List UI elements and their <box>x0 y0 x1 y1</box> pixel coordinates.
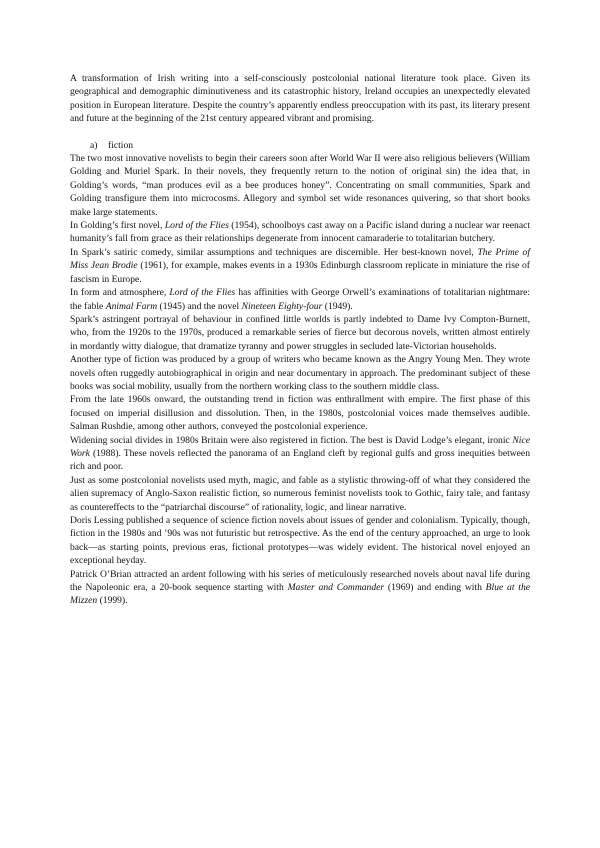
text-span: (1988). These novels reflected the panorama of an England cleft by regional gulfs and gross inequities between rich and poor. <box>70 447 530 473</box>
paragraph-doris-lessing: Doris Lessing published a sequence of science fiction novels about issues of gender and colonialism. Typically, though, fiction in the 1980s and ’90s was not futuristic but retrospective. As the end of the century approached, an urge to look back—as starting points, previous eras, fictional prototypes—was widely evident. The historical novel enjoyed an exceptional heyday. <box>70 515 530 567</box>
paragraph-innovative-novelists: The two most innovative novelists to begin their careers soon after World War II were also religious believers (William Golding and Muriel Spark. In their novels, they frequently return to the notion of original sin) the idea that, in Golding’s words, “man produces evil as a bee produces honey”. Concentrating on small communities, Spark and Golding transfigure them into microcosms. Allegory and symbol set wide resonances quivering, so that short books make large statements. <box>70 153 530 218</box>
paragraph-spark-satire <box>70 246 530 286</box>
book-title: Lord of the Flies <box>164 220 229 232</box>
intro-paragraph: A transformation of Irish writing into a self-consciously postcolonial national literature took place. Given its geographical and demographic diminutiveness and its catastrophic history, Ireland occupies an unexpectedly elevated position in European literature. Despite the country’s apparently endless preoccupation with its past, its literary present and future at the beginning of the 21st century appeared vibrant and promising. <box>70 73 530 125</box>
text-span: In form and atmosphere, <box>70 287 170 299</box>
book-title: Nice Work <box>70 434 530 459</box>
text-span: (1949). <box>322 300 353 312</box>
paragraph-social-divides <box>70 434 530 474</box>
text-span: (1999). <box>97 595 128 607</box>
book-title: Lord of the Flies <box>169 287 236 299</box>
text-span: Patrick O’Brian attracted an ardent following with his series of meticulously researched novels about naval life during the Napoleonic era, a 20-book sequence starting with <box>70 568 530 594</box>
text-span: (1961), for example, makes events in a 1930s Edinburgh classroom replicate in miniature the rise of fascism in Europe. <box>70 260 530 285</box>
text-span: (1945) and the novel <box>157 300 242 312</box>
paragraph-compton-burnett: Spark’s astringent portrayal of behaviour in confined little worlds is partly indebted to Dame Ivy Compton-Burnett, who, from the 1920s to the 1970s, produced a remarkable series of fierce but decorous novels, written almost entirely in mordantly witty dialogue, that dramatize tyranny and power struggles in secluded late-Victorian households. <box>70 313 530 352</box>
text-span: (1954), schoolboys cast away on a Pacific island during a nuclear war reenact humanity’s fall from grace as their relationships degenerate from innocent camaraderie to totalitarian butchery. <box>70 220 530 245</box>
section-number: a) <box>90 139 98 151</box>
paragraph-empire: From the late 1960s onward, the outstanding trend in fiction was enthrallment with empire. The first phase of this focused on imperial disillusion and dissolution. Then, in the 1980s, postcolonial voices made themselves audible. Salman Rushdie, among other authors, conveyed the postcolonial experience. <box>70 394 530 433</box>
text-span: has affinities with George Orwell’s examinations of totalitarian nightmare: the fable <box>70 287 530 312</box>
section-title: fiction <box>108 139 134 151</box>
book-title: Blue at the Mizzen <box>70 582 531 607</box>
paragraph-patrick-obrian <box>70 568 530 608</box>
book-title: The Prime of Miss Jean Brodie <box>70 246 530 272</box>
book-title: Nineteen Eighty-four <box>241 300 323 312</box>
paragraph-feminist-novelists: Just as some postcolonial novelists used myth, magic, and fable as a stylistic throwing-off of what they considered the alien supremacy of Anglo-Saxon realistic fiction, so numerous feminist novelists took to Gothic, fairy tale, and fantasy as countereffects to the “patriarchal discourse” of rationality, logic, and linear narrative. <box>70 474 530 513</box>
paragraph-lord-of-the-flies <box>70 219 530 246</box>
book-title: Master and Commander <box>287 582 385 594</box>
book-title: Animal Farm <box>105 300 158 312</box>
text-span: (1969) and ending with <box>384 582 486 594</box>
text-span: In Golding’s first novel, <box>70 220 165 232</box>
section-heading <box>70 139 530 152</box>
text-span: In Spark’s satiric comedy, similar assumptions and techniques are discernible. Her best-known novel, <box>70 246 478 258</box>
paragraph-angry-young-men: Another type of fiction was produced by a group of writers who became known as the Angry Young Men. They wrote novels often ruggedly autobiographical in origin and near documentary in approach. The predominant subject of these books was social mobility, usually from the northern working class to the southern middle class. <box>70 354 530 392</box>
text-span: Widening social divides in 1980s Britain were also registered in fiction. The best is David Lodge’s elegant, ironic <box>70 434 513 446</box>
paragraph-orwell <box>70 286 530 313</box>
